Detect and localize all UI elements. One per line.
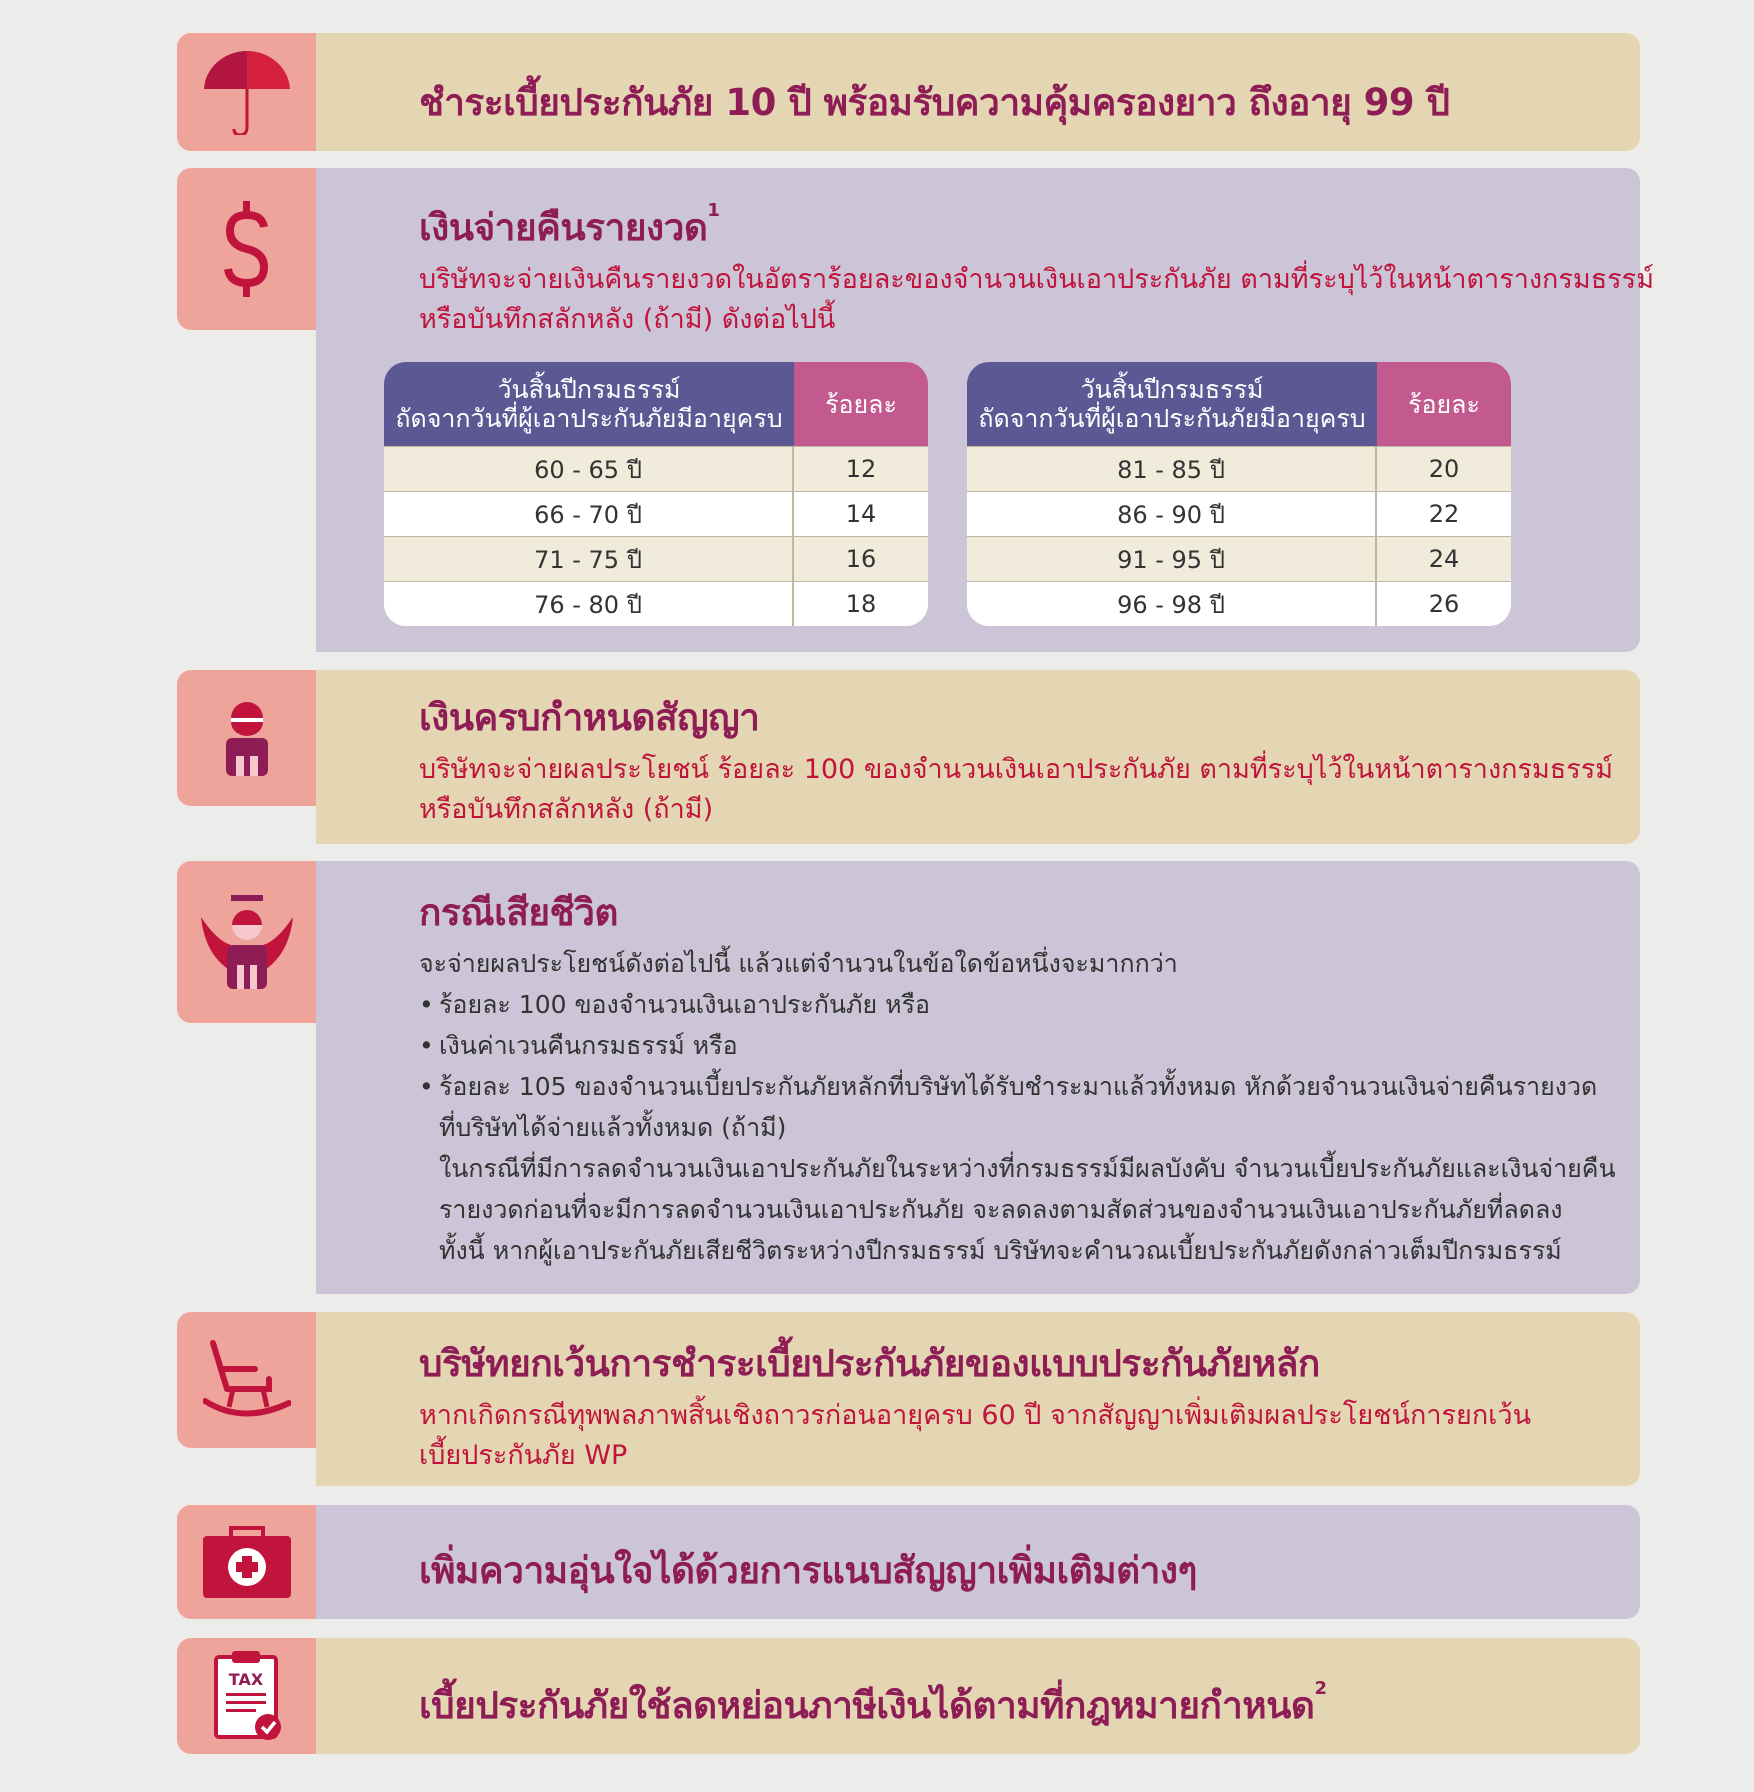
death-bullet-3-continued: ที่บริษัทได้จ่ายแล้วทั้งหมด (ถ้ามี)	[439, 1113, 787, 1142]
annuity-table-left	[384, 362, 928, 626]
rocking-chair-icon	[203, 1339, 291, 1421]
table-cell-age: 66 - 70 ปี	[384, 491, 794, 536]
death-icon-box	[177, 861, 316, 1023]
annuity-desc-line1: บริษัทจะจ่ายเงินคืนรายงวดในอัตราร้อยละของจำนวนเงินเอาประกันภัย ตามที่ระบุไว้ในหน้าตารางกรมธรรม์	[419, 264, 1654, 295]
annuity-title	[419, 198, 719, 257]
table-cell-percent: 14	[794, 491, 928, 536]
table-cell-percent: 22	[1377, 491, 1511, 536]
table-cell-percent: 24	[1377, 536, 1511, 581]
tax-title-text: เบี้ยประกันภัยใช้ลดหย่อนภาษีเงินได้ตามที่กฎหมายกำหนด	[419, 1684, 1315, 1727]
waiver-desc-line1: หากเกิดกรณีทุพพลภาพสิ้นเชิงถาวรก่อนอายุครบ 60 ปี จากสัญญาเพิ่มเติมผลประโยชน์การยกเว้น	[419, 1400, 1532, 1431]
tax-icon-label: TAX	[228, 1670, 263, 1689]
table-cell-percent: 26	[1377, 581, 1511, 626]
riders-title: เพิ่มความอุ่นใจได้ด้วยการแนบสัญญาเพิ่มเติมต่างๆ	[419, 1549, 1197, 1592]
death-bullet-3: • ร้อยละ 105 ของจำนวนเบี้ยประกันภัยหลักที่บริษัทได้รับชำระมาแล้วทั้งหมด หักด้วยจำนวนเงินจ่ายคืนรายงวด	[419, 1066, 1616, 1107]
table-row	[384, 581, 928, 626]
table-cell-percent: 12	[794, 446, 928, 491]
waiver-icon-box	[177, 1312, 316, 1448]
death-section	[177, 861, 1640, 1294]
annuity-title-text: เงินจ่ายคืนรายงวด	[419, 206, 708, 249]
umbrella-icon	[202, 49, 292, 135]
maturity-title: เงินครบกำหนดสัญญา	[419, 696, 760, 739]
tax-title	[419, 1676, 1326, 1735]
waiver-desc-line2: เบี้ยประกันภัย WP	[419, 1440, 628, 1471]
table-cell-age: 81 - 85 ปี	[967, 446, 1377, 491]
death-note-line3: ทั้งนี้ หากผู้เอาประกันภัยเสียชีวิตระหว่างปีกรมธรรม์ บริษัทจะคำนวณเบี้ยประกันภัยดังกล่าวเต็มปีกรมธรรม์	[439, 1236, 1562, 1265]
table-cell-age: 60 - 65 ปี	[384, 446, 794, 491]
table-row	[967, 581, 1511, 626]
first-aid-kit-icon	[203, 1526, 291, 1598]
table-cell-percent: 16	[794, 536, 928, 581]
table-cell-age: 86 - 90 ปี	[967, 491, 1377, 536]
table-header-age	[384, 362, 794, 446]
table-cell-percent: 20	[1377, 446, 1511, 491]
annuity-icon-box	[177, 168, 316, 330]
riders-icon-box	[177, 1505, 316, 1619]
riders-section	[177, 1505, 1640, 1619]
annuity-description	[419, 260, 1654, 340]
waiver-title: บริษัทยกเว้นการชำระเบี้ยประกันภัยของแบบประกันภัยหลัก	[419, 1342, 1320, 1385]
table-cell-age: 96 - 98 ปี	[967, 581, 1377, 626]
tax-section	[177, 1638, 1640, 1754]
table-row	[967, 491, 1511, 536]
annuity-footnote: 1	[707, 200, 720, 221]
table-cell-percent: 18	[794, 581, 928, 626]
annuity-section	[177, 168, 1654, 652]
table-header-age-line2: ถัดจากวันที่ผู้เอาประกันภัยมีอายุครบ	[978, 404, 1366, 433]
table-header-percent: ร้อยละ	[794, 362, 928, 446]
maturity-section	[177, 670, 1640, 844]
table-row	[384, 446, 928, 491]
angel-icon	[201, 895, 293, 989]
death-note-line1: ในกรณีที่มีการลดจำนวนเงินเอาประกันภัยในระหว่างที่กรมธรรม์มีผลบังคับ จำนวนเบี้ยประกันภัยและเงินจ่ายคืน	[439, 1154, 1616, 1183]
dollar-icon	[222, 201, 272, 297]
premium-title: ชำระเบี้ยประกันภัย 10 ปี พร้อมรับความคุ้มครองยาว ถึงอายุ 99 ปี	[419, 81, 1450, 124]
table-header-age-line2: ถัดจากวันที่ผู้เอาประกันภัยมีอายุครบ	[395, 404, 783, 433]
table-header-age-line1: วันสิ้นปีกรมธรรม์	[1080, 375, 1264, 404]
table-row	[967, 446, 1511, 491]
death-body	[419, 943, 1616, 1271]
table-row	[384, 491, 928, 536]
table-cell-age: 76 - 80 ปี	[384, 581, 794, 626]
table-cell-age: 91 - 95 ปี	[967, 536, 1377, 581]
tax-icon-box	[177, 1638, 316, 1754]
tax-clipboard-icon	[212, 1651, 282, 1741]
death-title: กรณีเสียชีวิต	[419, 891, 618, 934]
premium-icon-box	[177, 33, 316, 151]
tax-footnote: 2	[1314, 1678, 1327, 1699]
table-header-age-line1: วันสิ้นปีกรมธรรม์	[497, 375, 681, 404]
table-header-percent: ร้อยละ	[1377, 362, 1511, 446]
premium-section	[177, 33, 1640, 151]
annuity-table-right	[967, 362, 1511, 626]
person-icon	[222, 700, 272, 776]
maturity-desc-line1: บริษัทจะจ่ายผลประโยชน์ ร้อยละ 100 ของจำนวนเงินเอาประกันภัย ตามที่ระบุไว้ในหน้าตารางกรมธรรม์	[419, 754, 1614, 785]
annuity-desc-line2: หรือบันทึกสลักหลัง (ถ้ามี) ดังต่อไปนี้	[419, 304, 836, 335]
death-note-line2: รายงวดก่อนที่จะมีการลดจำนวนเงินเอาประกันภัย จะลดลงตามสัดส่วนของจำนวนเงินเอาประกันภัยที่ลดลง	[439, 1195, 1563, 1224]
table-header-age	[967, 362, 1377, 446]
maturity-description	[419, 750, 1613, 830]
death-bullet-1: • ร้อยละ 100 ของจำนวนเงินเอาประกันภัย หรือ	[419, 984, 1616, 1025]
maturity-icon-box	[177, 670, 316, 806]
death-bullet-2: • เงินค่าเวนคืนกรมธรรม์ หรือ	[419, 1025, 1616, 1066]
death-intro: จะจ่ายผลประโยชน์ดังต่อไปนี้ แล้วแต่จำนวนในข้อใดข้อหนึ่งจะมากกว่า	[419, 949, 1178, 978]
waiver-description	[419, 1396, 1531, 1476]
maturity-desc-line2: หรือบันทึกสลักหลัง (ถ้ามี)	[419, 794, 714, 825]
table-row	[967, 536, 1511, 581]
waiver-section	[177, 1312, 1640, 1486]
table-row	[384, 536, 928, 581]
table-cell-age: 71 - 75 ปี	[384, 536, 794, 581]
